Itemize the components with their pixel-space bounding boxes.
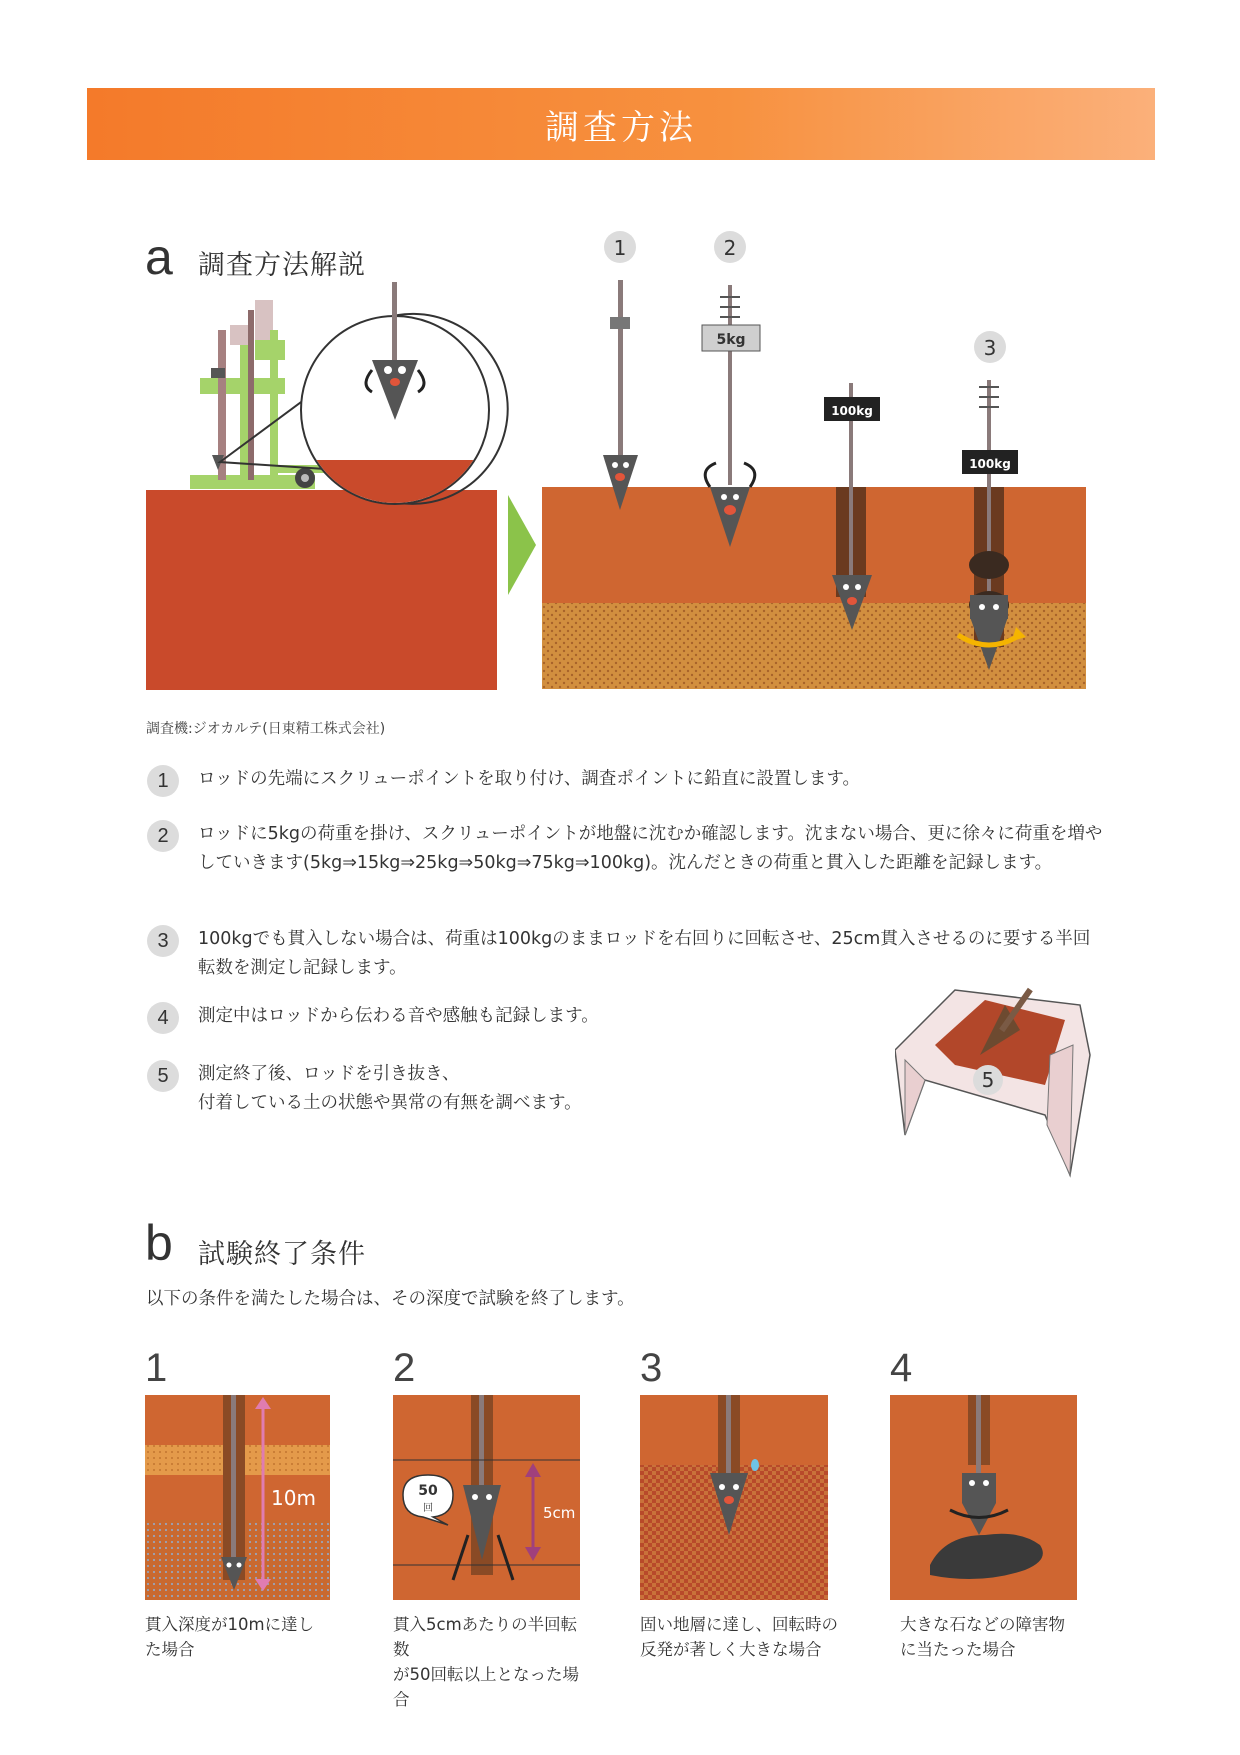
weight-5kg-label: 5kg xyxy=(716,332,746,348)
section-b-title: 試験終了条件 xyxy=(198,1239,366,1270)
process-arrow xyxy=(508,495,538,595)
condition-1-panel xyxy=(145,1395,330,1600)
svg-text:3: 3 xyxy=(983,336,997,360)
condition-2-bubble-count: 50 xyxy=(418,1483,438,1499)
condition-1-depth-label: 10m xyxy=(271,1486,316,1510)
machine-illustration xyxy=(140,270,520,700)
step-5-badge: 5 xyxy=(147,1060,179,1092)
condition-4-panel xyxy=(890,1395,1077,1600)
condition-3-caption: 固い地層に達し、回転時の 反発が著しく大きな場合 xyxy=(640,1615,838,1659)
condition-4-number: 4 xyxy=(890,1346,913,1390)
condition-2-panel xyxy=(393,1395,580,1600)
step-1-badge: 1 xyxy=(147,765,179,797)
svg-text:2: 2 xyxy=(723,236,737,260)
condition-1-caption: 貫入深度が10mに達し た場合 xyxy=(145,1615,315,1659)
section-a-title: 調査方法解説 xyxy=(198,250,366,281)
step-2-badge: 2 xyxy=(147,820,179,852)
soil-sample-illustration xyxy=(895,985,1115,1185)
section-b-letter: b xyxy=(145,1215,173,1271)
condition-4-caption: 大きな石などの障害物 に当たった場合 xyxy=(900,1615,1065,1659)
condition-2-bubble-unit: 回 xyxy=(423,1503,433,1514)
illustration-number: 5 xyxy=(981,1068,995,1092)
equipment-caption: 調査機:ジオカルテ(日東精工株式会社) xyxy=(146,721,386,737)
svg-text:1: 1 xyxy=(613,236,627,260)
condition-1-number: 1 xyxy=(145,1346,168,1390)
page-title: 調査方法 xyxy=(545,107,697,148)
condition-2-caption: 貫入5cmあたりの半回転数 が50回転以上となった場合 xyxy=(393,1615,579,1709)
condition-3-number: 3 xyxy=(640,1346,663,1390)
step-5-text: 測定終了後、ロッドを引き抜き、 付着している土の状態や異常の有無を調べます。 xyxy=(198,1064,582,1113)
step-3-badge: 3 xyxy=(147,925,179,957)
section-b-intro: 以下の条件を満たした場合は、その深度で試験を終了します。 xyxy=(146,1289,635,1309)
weight-100kg-label-a: 100kg xyxy=(831,404,873,418)
step-4-badge: 4 xyxy=(147,1002,179,1034)
page-banner xyxy=(87,88,1155,160)
ground-block xyxy=(146,490,497,690)
step-3-text: 100kgでも貫入しない場合は、荷重は100kgのままロッドを右回りに回転させ、25cm貫入させるのに要する半回転数を測定し記録します。 xyxy=(198,929,1091,978)
condition-2-number: 2 xyxy=(393,1346,416,1390)
condition-2-distance-label: 5cm xyxy=(543,1504,576,1522)
step-4-text: 測定中はロッドから伝わる音や感触も記録します。 xyxy=(198,1006,599,1026)
weight-100kg-label-b: 100kg xyxy=(969,457,1011,471)
penetration-steps-diagram xyxy=(538,225,1098,695)
condition-3-panel xyxy=(640,1395,828,1600)
step-2-text: ロッドに5kgの荷重を掛け、スクリューポイントが地盤に沈むか確認します。沈まない場合、更に徐々に荷重を増やしていきます(5kg⇒15kg⇒25kg⇒50kg⇒75kg⇒100kg)。沈んだときの荷重と貫入した距離を記録します。 xyxy=(198,824,1103,873)
step-1-text: ロッドの先端にスクリューポイントを取り付け、調査ポイントに鉛直に設置します。 xyxy=(198,769,861,789)
section-a-letter: a xyxy=(145,229,173,285)
